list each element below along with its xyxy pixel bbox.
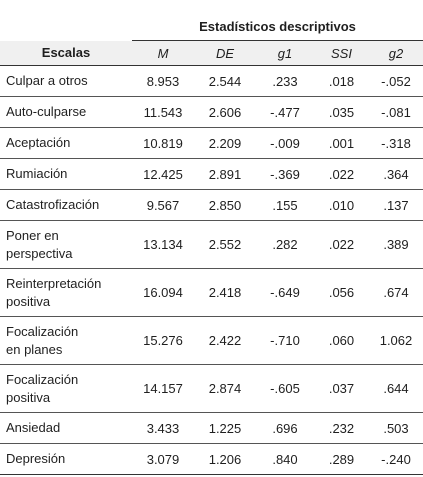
cell-value: .840 [256, 444, 314, 475]
row-label [0, 365, 132, 413]
row-label-line: positiva [6, 293, 51, 309]
cell-value: -.649 [256, 269, 314, 317]
cell-value: .018 [314, 66, 369, 97]
cell-value: -.318 [369, 128, 423, 159]
column-header-g1: g1 [256, 41, 314, 66]
cell-value: .137 [369, 190, 423, 221]
table-row [0, 97, 423, 128]
column-header-de: DE [194, 41, 256, 66]
cell-value: .001 [314, 128, 369, 159]
cell-value: .503 [369, 413, 423, 444]
cell-value: 2.209 [194, 128, 256, 159]
cell-value: .696 [256, 413, 314, 444]
column-header-ssi: SSI [314, 41, 369, 66]
cell-value: .010 [314, 190, 369, 221]
cell-value: 2.850 [194, 190, 256, 221]
table-row [0, 190, 423, 221]
column-header-g2: g2 [369, 41, 423, 66]
cell-value: 2.874 [194, 365, 256, 413]
row-label-line: Aceptación [6, 135, 71, 150]
cell-value: 10.819 [132, 128, 194, 159]
row-label-line: Focalización [6, 323, 79, 339]
super-header: Estadísticos descriptivos [132, 0, 423, 41]
cell-value: .155 [256, 190, 314, 221]
table-row [0, 317, 423, 365]
row-label [0, 128, 132, 159]
cell-value: .037 [314, 365, 369, 413]
cell-value: .674 [369, 269, 423, 317]
cell-value: -.240 [369, 444, 423, 475]
cell-value: .035 [314, 97, 369, 128]
row-label [0, 444, 132, 475]
cell-value: .056 [314, 269, 369, 317]
cell-value: -.081 [369, 97, 423, 128]
cell-value: 3.433 [132, 413, 194, 444]
cell-value: .389 [369, 221, 423, 269]
cell-value: .644 [369, 365, 423, 413]
row-label-line: Depresión [6, 451, 66, 466]
row-label-line: Reinterpretación [6, 275, 102, 291]
cell-value: -.605 [256, 365, 314, 413]
row-label [0, 97, 132, 128]
table-row [0, 365, 423, 413]
cell-value: 13.134 [132, 221, 194, 269]
row-label-line: positiva [6, 389, 51, 405]
row-label [0, 159, 132, 190]
cell-value: 2.418 [194, 269, 256, 317]
row-label [0, 66, 132, 97]
cell-value: .022 [314, 221, 369, 269]
cell-value: 1.225 [194, 413, 256, 444]
cell-value: 2.422 [194, 317, 256, 365]
cell-value: .233 [256, 66, 314, 97]
cell-value: -.369 [256, 159, 314, 190]
table-row [0, 66, 423, 97]
column-header-m: M [132, 41, 194, 66]
cell-value: 14.157 [132, 365, 194, 413]
table-row [0, 128, 423, 159]
table-row [0, 444, 423, 475]
row-label-line: Rumiación [6, 166, 68, 181]
cell-value: .282 [256, 221, 314, 269]
cell-value: -.052 [369, 66, 423, 97]
cell-value: 15.276 [132, 317, 194, 365]
row-label-line: perspectiva [6, 245, 73, 261]
table-row [0, 269, 423, 317]
cell-value: 2.544 [194, 66, 256, 97]
row-label-line: Poner en [6, 227, 59, 243]
table-row [0, 221, 423, 269]
row-label-line: Focalización [6, 371, 79, 387]
cell-value: 16.094 [132, 269, 194, 317]
row-label-line: Culpar a otros [6, 73, 88, 88]
cell-value: -.710 [256, 317, 314, 365]
cell-value: 2.891 [194, 159, 256, 190]
row-label [0, 269, 132, 317]
cell-value: -.477 [256, 97, 314, 128]
table-row [0, 413, 423, 444]
table-row [0, 159, 423, 190]
row-label [0, 190, 132, 221]
cell-value: 1.062 [369, 317, 423, 365]
cell-value: 12.425 [132, 159, 194, 190]
cell-value: .022 [314, 159, 369, 190]
cell-value: 2.552 [194, 221, 256, 269]
top-left-blank [0, 0, 132, 41]
cell-value: .289 [314, 444, 369, 475]
row-label-line: Catastrofización [6, 197, 100, 212]
cell-value: .232 [314, 413, 369, 444]
table-body [0, 66, 423, 475]
cell-value: 8.953 [132, 66, 194, 97]
cell-value: 3.079 [132, 444, 194, 475]
cell-value: 1.206 [194, 444, 256, 475]
row-label [0, 413, 132, 444]
cell-value: -.009 [256, 128, 314, 159]
row-label-line: Ansiedad [6, 420, 61, 435]
cell-value: 2.606 [194, 97, 256, 128]
cell-value: .364 [369, 159, 423, 190]
row-label-line: Auto-culparse [6, 104, 87, 119]
row-label [0, 317, 132, 365]
row-label-line: en planes [6, 341, 63, 357]
cell-value: 9.567 [132, 190, 194, 221]
row-label [0, 221, 132, 269]
scale-column-header: Escalas [0, 41, 132, 66]
cell-value: .060 [314, 317, 369, 365]
cell-value: 11.543 [132, 97, 194, 128]
